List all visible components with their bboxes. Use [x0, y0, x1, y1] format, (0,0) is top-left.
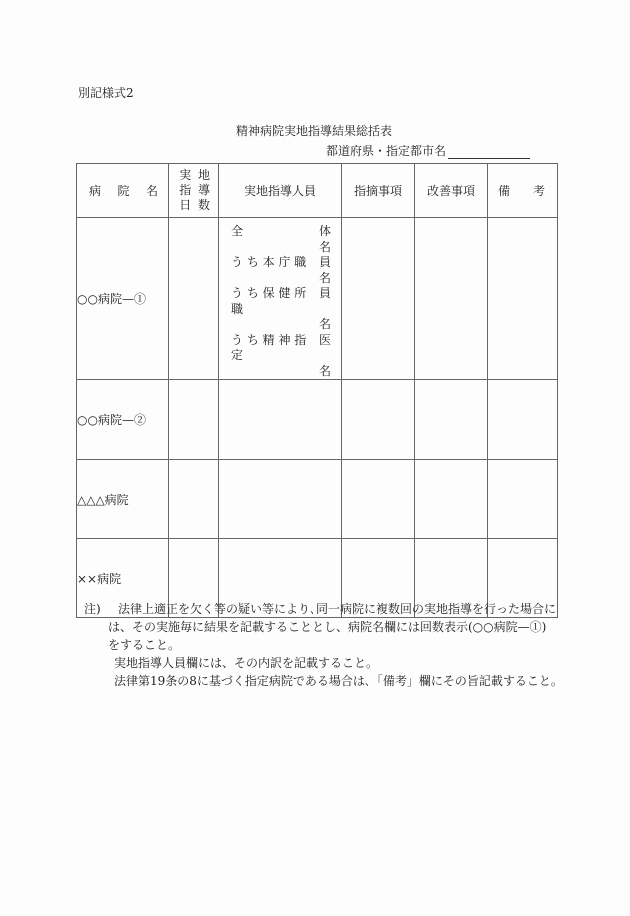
hospital-name-cell: ○○病院—① — [77, 218, 169, 380]
note-text: 法律上適正を欠く等の疑い等により､同一病院に複数回の実地指導を行った場合に — [118, 602, 557, 616]
remarks-cell[interactable] — [488, 380, 558, 460]
improvements-cell[interactable] — [415, 380, 488, 460]
note-text: は、その実施毎に結果を記載することとし、病院名欄には回数表示(○○病院—①) — [108, 620, 547, 634]
header-findings: 指摘事項 — [342, 164, 415, 218]
prefecture-field — [326, 142, 530, 159]
header-inspection-staff: 実地指導人員 — [219, 164, 342, 218]
table-row — [77, 380, 558, 460]
header-hospital-name: 病 院 名 — [77, 164, 169, 218]
header-row — [77, 164, 558, 218]
form-id: 別記様式2 — [78, 86, 134, 100]
note-text: 実地指導人員欄には、その内訳を記載すること。 — [114, 656, 379, 670]
header-improvements: 改善事項 — [415, 164, 488, 218]
hospital-name-cell: △△△病院 — [77, 460, 169, 539]
days-cell[interactable] — [169, 380, 219, 460]
note-text: をすること。 — [108, 638, 181, 652]
prefecture-input-line[interactable] — [448, 146, 530, 159]
notes — [84, 600, 564, 690]
days-cell[interactable] — [169, 460, 219, 539]
remarks-cell[interactable] — [488, 218, 558, 380]
table-row — [77, 218, 558, 380]
notes-label: 注) — [84, 602, 101, 616]
header-inspection-days: 実 地 指 導 日 数 — [169, 164, 219, 218]
findings-cell[interactable] — [342, 380, 415, 460]
header-remarks: 備 考 — [488, 164, 558, 218]
table-row — [77, 460, 558, 539]
page-title: 精神病院実地指導結果総括表 — [236, 124, 393, 138]
improvements-cell[interactable] — [415, 218, 488, 380]
staff-cell[interactable] — [219, 380, 342, 460]
prefecture-label: 都道府県・指定都市名 — [326, 144, 447, 158]
summary-table — [76, 163, 558, 618]
note-text: 法律第19条の8に基づく指定病院である場合は､「備考」欄にその旨記載すること。 — [114, 674, 563, 688]
staff-cell[interactable]: 全 体 名 う ち 本 庁 職 員 名 う ち 保 健 所 職 員 名 う ち 精 神 指 定 医 名 — [219, 218, 342, 380]
hospital-name-cell: ××病院 — [77, 539, 169, 618]
staff-cell[interactable] — [219, 460, 342, 539]
findings-cell[interactable] — [342, 460, 415, 539]
improvements-cell[interactable] — [415, 460, 488, 539]
hospital-name-cell: ○○病院—② — [77, 380, 169, 460]
remarks-cell[interactable] — [488, 460, 558, 539]
findings-cell[interactable] — [342, 218, 415, 380]
days-cell[interactable] — [169, 218, 219, 380]
